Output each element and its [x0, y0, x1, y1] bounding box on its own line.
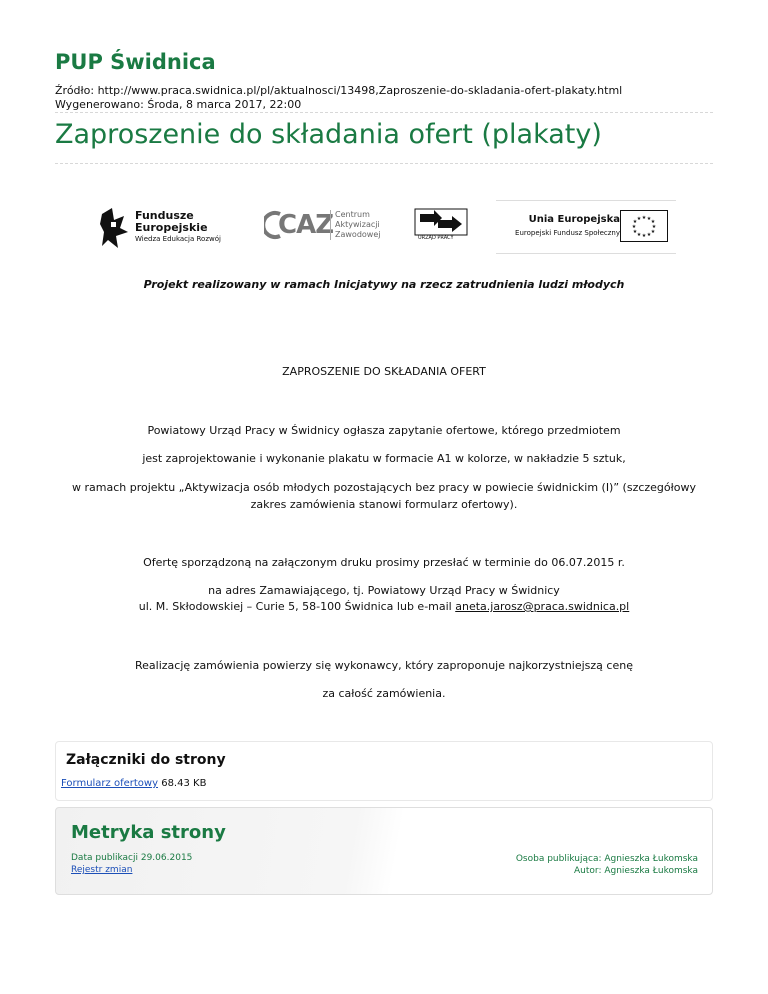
email-link[interactable]: aneta.jarosz@praca.swidnica.pl: [455, 600, 630, 613]
urzad-pracy-logo: [414, 208, 468, 242]
divider: [55, 112, 713, 113]
caz-lines: [330, 210, 380, 240]
fe-line1: Fundusze: [135, 209, 194, 222]
fundusze-europejskie-logo: [100, 204, 230, 248]
paragraph-6: [55, 598, 713, 615]
paragraph-7: Realizację zamówienia powierzy się wykonawcy, który zaproponuje najkorzystniejszą cenę: [135, 659, 633, 672]
svg-text:★: ★: [651, 224, 657, 230]
fe-line3: Wiedza Edukacja Rozwój: [135, 235, 221, 243]
paragraph-5: na adres Zamawiającego, tj. Powiatowy Urząd Pracy w Świdnicy: [208, 584, 560, 597]
urzad-pracy-label: URZĄD PRACY: [418, 235, 454, 241]
svg-text:★: ★: [632, 229, 638, 235]
svg-text:★: ★: [646, 232, 652, 238]
fe-mark-icon: [100, 204, 130, 248]
project-note: Projekt realizowany w ramach Inicjatywy na rzecz zatrudnienia ludzi młodych: [143, 278, 625, 291]
caz-big-text: CAZ: [278, 210, 334, 240]
paragraph-4: Ofertę sporządzoną na załączonym druku prosimy przesłać w terminie do 06.07.2015 r.: [143, 556, 625, 569]
eu-line2: Europejski Fundusz Społeczny: [515, 229, 620, 237]
svg-text:★: ★: [632, 219, 638, 225]
fe-line2: Europejskie: [135, 221, 208, 234]
metryka-title: Metryka strony: [71, 822, 226, 843]
attachment-size: 68.43 KB: [161, 778, 207, 789]
svg-text:★: ★: [641, 233, 647, 239]
paragraph-1: Powiatowy Urząd Pracy w Świdnicy ogłasza zapytanie ofertowe, którego przedmiotem: [147, 424, 621, 437]
unia-europejska-logo: [496, 200, 676, 254]
rejestr-zmian-link[interactable]: Rejestr zmian: [71, 865, 133, 875]
attachment-item: [61, 778, 206, 789]
generated-line: Wygenerowano: Środa, 8 marca 2017, 22:00: [55, 98, 302, 111]
page-title: Zaproszenie do składania ofert (plakaty): [55, 119, 602, 150]
eu-flag-icon: [620, 210, 668, 242]
paragraph-3: w ramach projektu „Aktywizacja osób młodych pozostających bez pracy w powiecie świdnickim (I)” (szczegółowy zakres zamówienia stanowi formularz ofertowy).: [71, 481, 697, 511]
publisher-name: Osoba publikująca: Agnieszka Łukomska: [515, 854, 698, 864]
svg-text:★: ★: [650, 229, 656, 235]
divider: [55, 163, 713, 164]
publication-date: Data publikacji 29.06.2015: [71, 853, 193, 863]
caz-line3: Zawodowej: [335, 230, 381, 239]
logo-bar: [0, 196, 768, 256]
source-meta: [55, 84, 622, 112]
caz-line2: Aktywizacji: [335, 220, 380, 229]
metryka-box: [55, 807, 713, 895]
attachments-title: Załączniki do strony: [66, 752, 226, 768]
attachment-link[interactable]: Formularz ofertowy: [61, 778, 159, 789]
urzad-pracy-arrows-icon: [414, 208, 468, 236]
metryka-authors: [516, 853, 698, 877]
svg-text:★: ★: [636, 232, 642, 238]
author-name: Autor: Agnieszka Łukomska: [574, 866, 698, 876]
svg-text:★: ★: [650, 219, 656, 225]
svg-text:★: ★: [646, 216, 652, 222]
attachments-box: [55, 741, 713, 801]
paragraph-8: za całość zamówienia.: [322, 687, 446, 700]
svg-text:★: ★: [641, 215, 647, 221]
offer-heading: ZAPROSZENIE DO SKŁADANIA OFERT: [282, 365, 486, 378]
svg-text:★: ★: [636, 216, 642, 222]
eu-line1: Unia Europejska: [528, 214, 620, 225]
caz-line1: Centrum: [335, 210, 370, 219]
svg-text:★: ★: [631, 224, 637, 230]
address-text: ul. M. Skłodowskiej – Curie 5, 58-100 Świdnica lub e-mail: [138, 600, 456, 613]
source-line: Źródło: http://www.praca.swidnica.pl/pl/aktualnosci/13498,Zaproszenie-do-skladania-ofert-plakaty.html: [55, 84, 623, 97]
paragraph-2: jest zaprojektowanie i wykonanie plakatu w formacie A1 w kolorze, w nakładzie 5 sztuk,: [142, 452, 626, 465]
caz-logo: [264, 208, 381, 248]
site-title: PUP Świdnica: [55, 50, 216, 74]
